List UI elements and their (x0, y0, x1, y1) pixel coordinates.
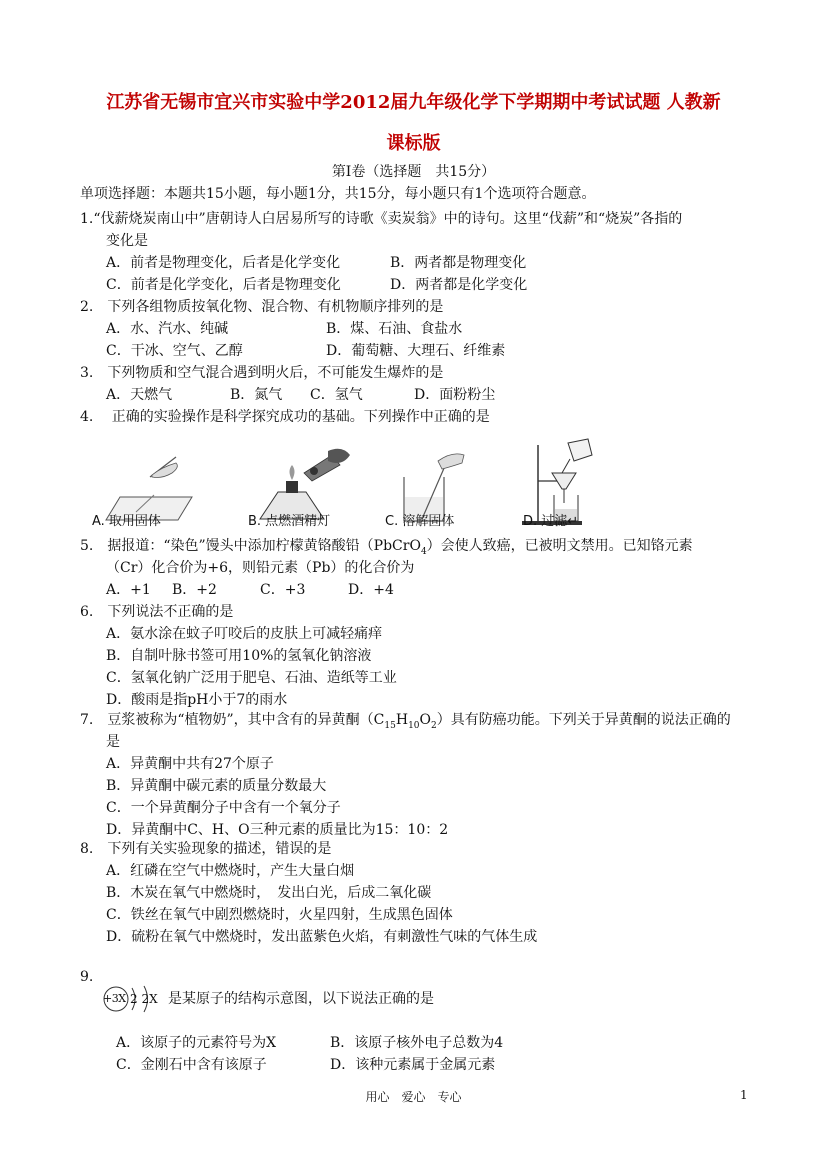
q5-stem-cont: （Cr）化合价为+6，则铅元素（Pb）的化合价为 (106, 560, 415, 576)
alcohol-lamp-illustration (260, 449, 350, 519)
q3-option-b: B．氮气 (230, 387, 283, 403)
q8-stem: 8. 下列有关实验现象的描述，错误的是 (80, 841, 332, 857)
q2-stem: 2. 下列各组物质按氧化物、混合物、有机物顺序排列的是 (80, 299, 444, 315)
q5-option-b: B．+2 (172, 582, 217, 598)
q7-option-d: D．异黄酮中C、H、O三种元素的质量比为15：10：2 (106, 822, 449, 838)
q4-option-c: C. 溶解固体 (385, 514, 455, 529)
q8-option-d: D．硫粉在氧气中燃烧时，发出蓝紫色火焰，有刺激性气味的气体生成 (106, 929, 538, 945)
q1-option-b: B．两者都是物理变化 (390, 255, 527, 271)
q6-option-c: C．氢氧化钠广泛用于肥皂、石油、造纸等工业 (106, 670, 397, 686)
q9-option-c: C．金刚石中含有该原子 (116, 1057, 267, 1073)
q1-option-a: A．前者是物理变化，后者是化学变化 (106, 255, 341, 271)
q1-stem-cont: 变化是 (106, 233, 148, 249)
q4-option-a: A. 取用固体 (92, 514, 161, 529)
q6-option-a: A．氨水涂在蚊子叮咬后的皮肤上可减轻痛痒 (106, 626, 383, 642)
q7-option-a: A．异黄酮中共有27个原子 (106, 756, 274, 772)
q6-option-b: B．自制叶脉书签可用10%的氢氧化钠溶液 (106, 648, 372, 664)
q9-option-b: B．该原子核外电子总数为4 (330, 1035, 504, 1051)
q1-stem: 1.“伐薪烧炭南山中”唐朝诗人白居易所写的诗歌《卖炭翁》中的诗句。这里“伐薪”和“烧炭”各指的 (80, 211, 683, 227)
atom-nucleus: +3X (103, 992, 126, 1005)
q6-stem: 6. 下列说法不正确的是 (80, 604, 234, 620)
q9-stem: 是某原子的结构示意图，以下说法正确的是 (168, 991, 434, 1007)
q3-option-c: C．氢气 (310, 387, 363, 403)
q4-stem: 4. 正确的实验操作是科学探究成功的基础。下列操作中正确的是 (80, 409, 490, 425)
q2-option-a: A．水、汽水、纯碱 (106, 321, 229, 337)
q7-option-c: C．一个异黄酮分子中含有一个氧分子 (106, 800, 341, 816)
q7-stem: 7. 豆浆被称为“植物奶”，其中含有的异黄酮$(C_{15}H_{10}O_2)$具有防癌功能。下列关于异黄酮的说法正确的 (80, 712, 731, 731)
q2-option-d: D．葡萄糖、大理石、纤维素 (326, 343, 506, 359)
q4-option-d: D. 过滤↵ (523, 514, 579, 529)
q2-option-c: C．干冰、空气、乙醇 (106, 343, 243, 359)
q9-number: 9. (80, 969, 94, 985)
q3-option-a: A．天燃气 (106, 387, 173, 403)
q9-option-a: A．该原子的元素符号为X (116, 1035, 277, 1051)
q5-stem: 5. 据报道：“染色”馒头中添加柠檬黄铬酸铅（PbCrO$_4$）会使人致癌，已被明文禁用。已知铬元素 (80, 538, 693, 557)
section-heading: 第Ⅰ卷（选择题 共15分） (331, 164, 496, 180)
q2-option-b: B．煤、石油、食盐水 (326, 321, 463, 337)
q5-option-c: C．+3 (260, 582, 306, 598)
q1-option-d: D．两者都是化学变化 (390, 277, 528, 293)
q3-stem: 3. 下列物质和空气混合遇到明火后，不可能发生爆炸的是 (80, 365, 444, 381)
q5-option-d: D．+4 (348, 582, 394, 598)
q3-option-d: D．面粉粉尘 (414, 387, 496, 403)
doc-title-line-2: 课标版 (386, 133, 441, 154)
page-number: 1 (740, 1088, 748, 1102)
q5-option-a: A．+1 (106, 582, 151, 598)
atom-shells: 2 2X (130, 992, 158, 1006)
q8-option-b: B．木炭在氧气中燃烧时， 发出白光，后成二氧化碳 (106, 885, 432, 901)
q8-option-a: A．红磷在空气中燃烧时，产生大量白烟 (106, 863, 355, 879)
q7-option-b: B．异黄酮中碳元素的质量分数最大 (106, 778, 327, 794)
page-footer: 用心 爱心 专心 (365, 1090, 462, 1104)
q1-option-c: C．前者是化学变化，后者是物理变化 (106, 277, 341, 293)
instructions: 单项选择题：本题共15小题，每小题1分，共15分，每小题只有1个选项符合题意。 (80, 186, 596, 202)
q9-option-d: D．该种元素属于金属元素 (330, 1057, 496, 1073)
q6-option-d: D．酸雨是指pH小于7的雨水 (106, 692, 288, 708)
doc-title-line-1: 江苏省无锡市宜兴市实验中学2012届九年级化学下学期期中考试试题 人教新 (106, 92, 721, 113)
q4-option-b: B. 点燃酒精灯 (248, 514, 331, 529)
q8-option-c: C．铁丝在氧气中剧烈燃烧时，火星四射，生成黑色固体 (106, 907, 453, 923)
q7-stem-cont: 是 (106, 734, 120, 750)
